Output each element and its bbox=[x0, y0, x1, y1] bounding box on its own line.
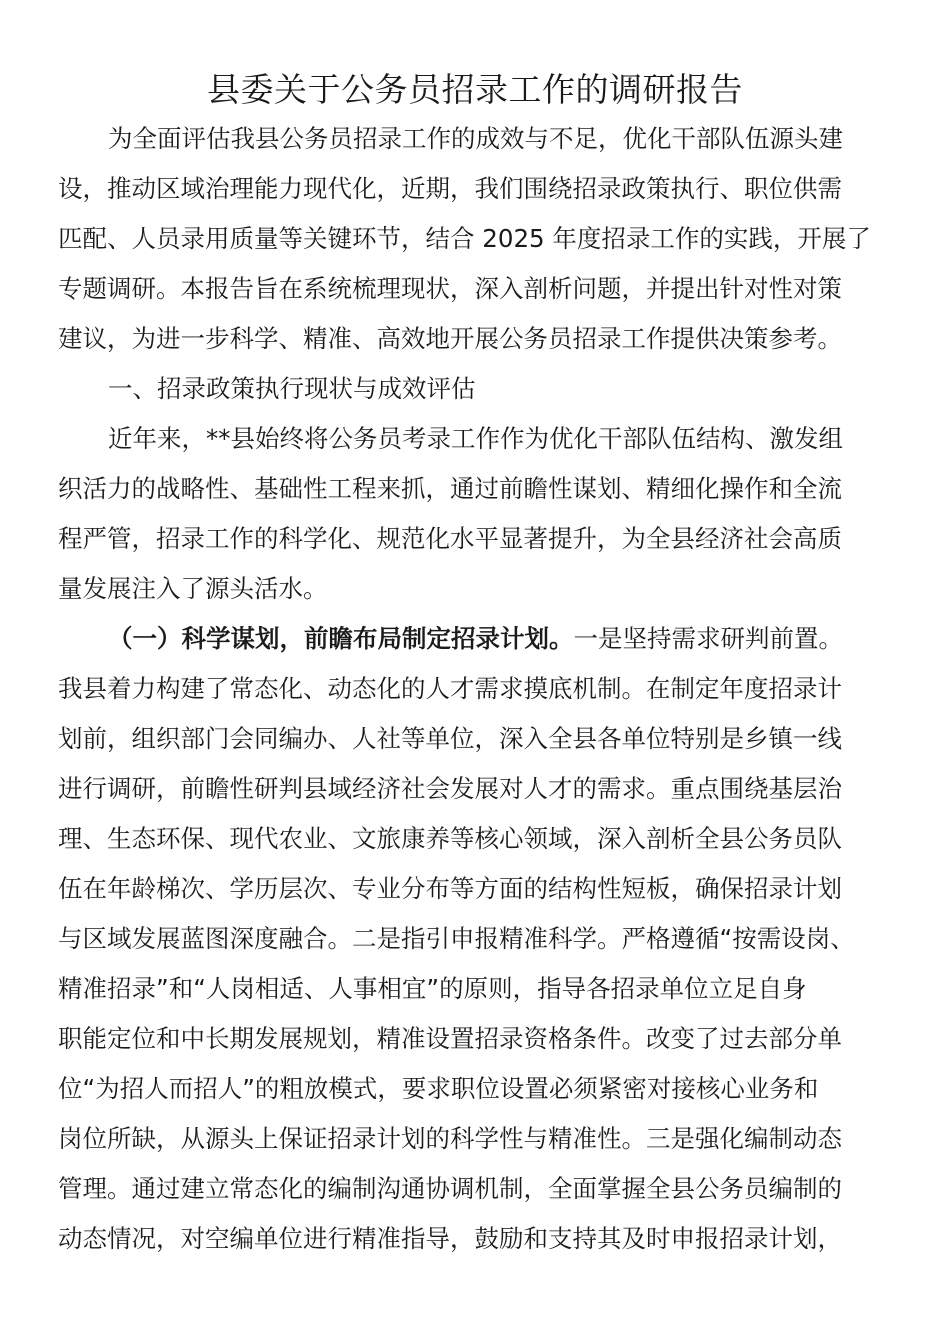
section-heading: 一、招录政策执行现状与成效评估 bbox=[108, 374, 476, 403]
paragraph-line: 理、生态环保、现代农业、文旅康养等核心领域，深入剖析全县公务员队 bbox=[58, 824, 842, 853]
paragraph-line: 匹配、人员录用质量等关键环节，结合 2025 年度招录工作的实践，开展了 bbox=[58, 224, 871, 253]
paragraph-line: 动态情况，对空编单位进行精准指导，鼓励和支持其及时申报招录计划， bbox=[58, 1224, 842, 1253]
paragraph-line: 专题调研。本报告旨在系统梳理现状，深入剖析问题，并提出针对性对策 bbox=[58, 274, 842, 303]
paragraph-line: 与区域发展蓝图深度融合。二是指引申报精准科学。严格遵循“按需设岗、 bbox=[58, 924, 855, 953]
paragraph-line: 量发展注入了源头活水。 bbox=[58, 574, 328, 603]
paragraph-line: 进行调研，前瞻性研判县域经济社会发展对人才的需求。重点围绕基层治 bbox=[58, 774, 842, 803]
paragraph-line: 职能定位和中长期发展规划，精准设置招录资格条件。改变了过去部分单 bbox=[58, 1024, 842, 1053]
paragraph-line: 伍在年龄梯次、学历层次、专业分布等方面的结构性短板，确保招录计划 bbox=[58, 874, 842, 903]
paragraph-line: 位“为招人而招人”的粗放模式，要求职位设置必须紧密对接核心业务和 bbox=[58, 1074, 819, 1103]
paragraph-line: 管理。通过建立常态化的编制沟通协调机制，全面掌握全县公务员编制的 bbox=[58, 1174, 842, 1203]
paragraph-line: 精准招录”和“人岗相适、人事相宜”的原则，指导各招录单位立足自身 bbox=[58, 974, 807, 1003]
paragraph-line: 为全面评估我县公务员招录工作的成效与不足，优化干部队伍源头建 bbox=[108, 124, 843, 153]
document-title: 县委关于公务员招录工作的调研报告 bbox=[207, 70, 743, 109]
paragraph-line bbox=[58, 614, 892, 664]
paragraph-line: 设，推动区域治理能力现代化，近期，我们围绕招录政策执行、职位供需 bbox=[58, 174, 842, 203]
paragraph-line: 建议，为进一步科学、精准、高效地开展公务员招录工作提供决策参考。 bbox=[58, 324, 842, 353]
paragraph-line: 程严管，招录工作的科学化、规范化水平显著提升，为全县经济社会高质 bbox=[58, 524, 842, 553]
paragraph-line: 岗位所缺，从源头上保证招录计划的科学性与精准性。三是强化编制动态 bbox=[58, 1124, 842, 1153]
paragraph-text: 一是坚持需求研判前置。 bbox=[573, 624, 843, 653]
subsection-heading: （一）科学谋划，前瞻布局制定招录计划。 bbox=[108, 624, 574, 653]
paragraph-line: 织活力的战略性、基础性工程来抓，通过前瞻性谋划、精细化操作和全流 bbox=[58, 474, 842, 503]
paragraph-line: 划前，组织部门会同编办、人社等单位，深入全县各单位特别是乡镇一线 bbox=[58, 724, 842, 753]
paragraph-line: 我县着力构建了常态化、动态化的人才需求摸底机制。在制定年度招录计 bbox=[58, 674, 842, 703]
paragraph-line: 近年来，**县始终将公务员考录工作作为优化干部队伍结构、激发组 bbox=[108, 424, 843, 453]
